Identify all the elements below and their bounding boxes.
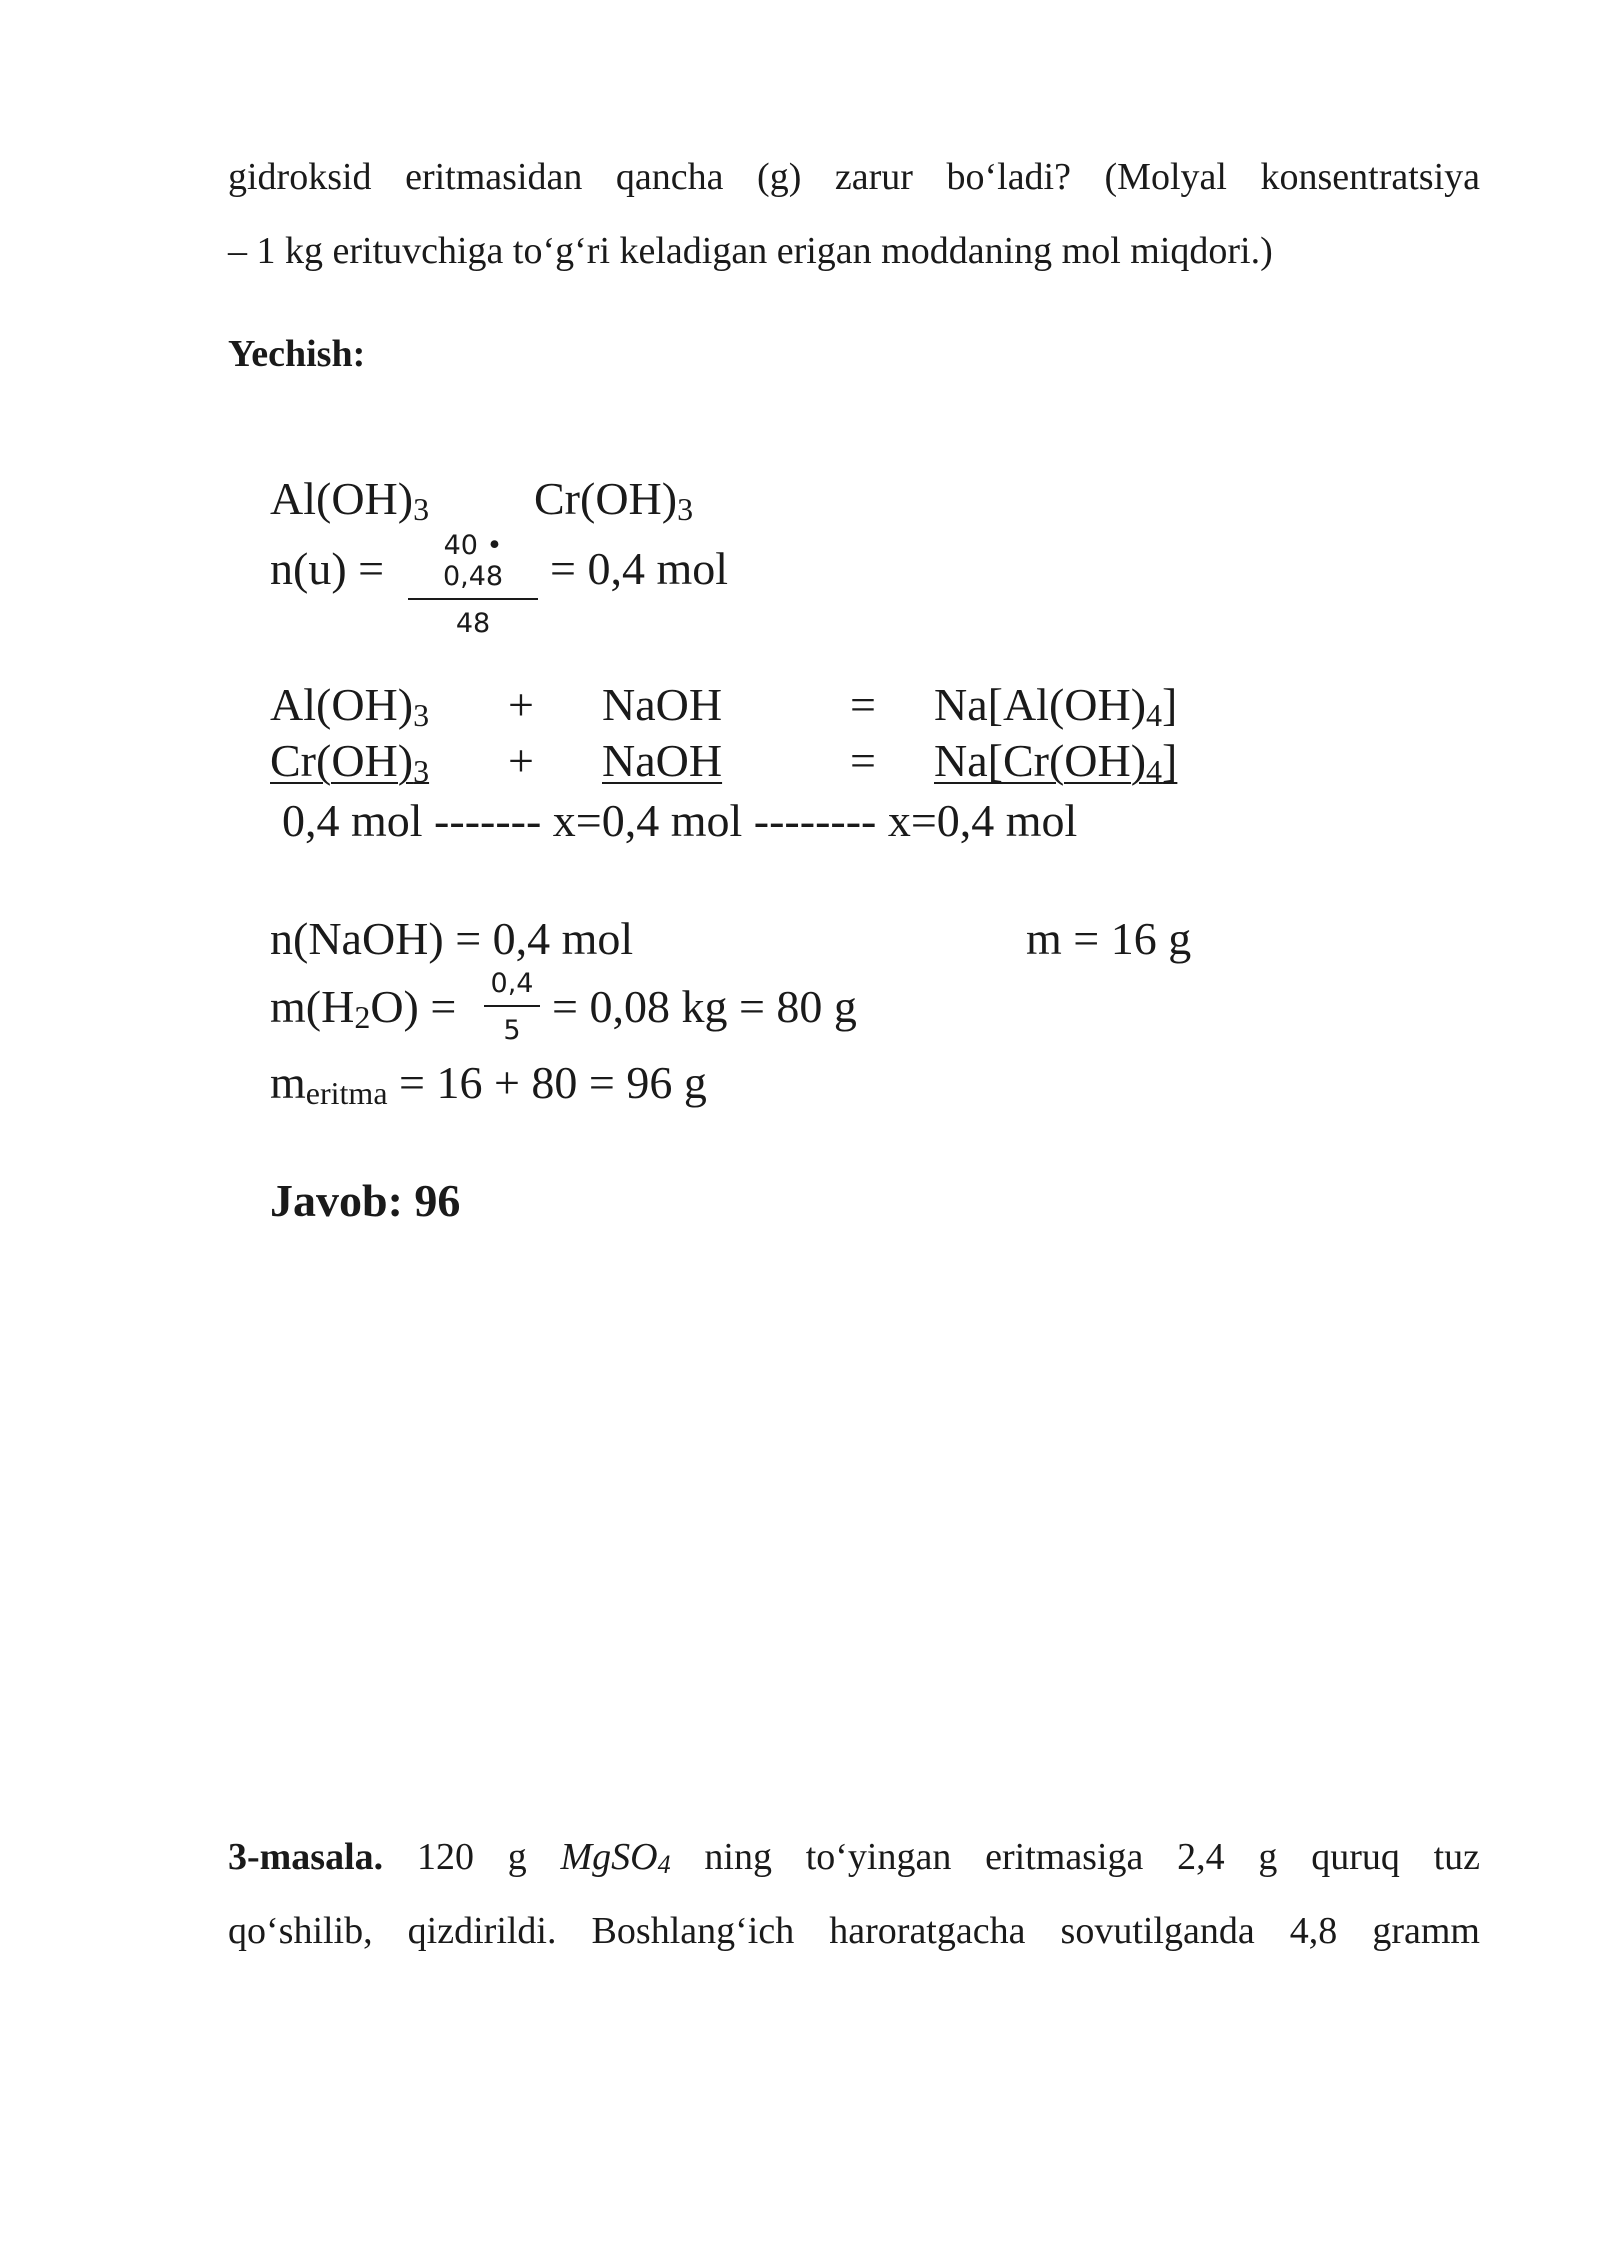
problem3-line-1: 3-masala. 120 g MgSO4 ning to‘yingan eritmasiga 2,4 g quruq tuz — [228, 1836, 1481, 1879]
eq2-naoh: NaOH — [602, 735, 723, 786]
nu-fraction — [408, 530, 538, 639]
mh2o-left: m(H2O) = — [270, 981, 457, 1035]
problem3-paragraph — [228, 1820, 1480, 1968]
nu-left: n(u) = — [270, 543, 385, 594]
eq1-right: Na[Al(OH)4] — [934, 679, 1178, 733]
mh2o-denominator: 5 — [503, 1015, 521, 1046]
n-naoh: n(NaOH) = 0,4 mol — [270, 913, 634, 964]
eq1-plus: + — [508, 679, 534, 730]
eq1-left: Al(OH)3 — [270, 679, 430, 733]
eq1-equals: = — [850, 679, 876, 730]
mh2o-right: = 0,08 kg = 80 g — [552, 981, 857, 1032]
solution-heading: Yechish: — [228, 333, 366, 375]
intro-line-2: – 1 kg erituvchiga to‘g‘ri keladigan erigan moddaning mol miqdori.) — [228, 230, 1273, 272]
nu-right: = 0,4 mol — [550, 543, 729, 594]
mh2o-fraction — [484, 968, 540, 1046]
m-naoh: m = 16 g — [1026, 913, 1192, 964]
problem3-line-2: qo‘shilib, qizdirildi. Boshlang‘ich haroratgacha sovutilganda 4,8 gramm — [228, 1910, 1480, 1952]
problem3-label: 3-masala. — [228, 1836, 384, 1878]
compound-croh3: Cr(OH)3 — [534, 473, 694, 527]
eq2-left: Cr(OH)3 — [270, 735, 430, 789]
answer: Javob: 96 — [270, 1175, 461, 1226]
eq2-equals: = — [850, 735, 876, 786]
eq2-right: Na[Cr(OH)4] — [934, 735, 1178, 789]
compound-aloh3: Al(OH)3 — [270, 473, 430, 527]
meritma: meritma = 16 + 80 = 96 g — [270, 1057, 707, 1111]
mol-line: 0,4 mol ------- x=0,4 mol -------- x=0,4 mol — [282, 795, 1078, 846]
mh2o-numerator: 0,4 — [490, 968, 534, 999]
nu-numerator: 40 • 0,48 — [442, 530, 504, 592]
intro-line-1: gidroksid eritmasidan qancha (g) zarur bo‘ladi? (Molyal konsentratsiya — [228, 156, 1480, 198]
eq1-naoh: NaOH — [602, 679, 723, 730]
eq2-plus: + — [508, 735, 534, 786]
nu-denominator: 48 — [455, 608, 491, 639]
mgso4-formula: MgSO4 — [560, 1836, 671, 1879]
